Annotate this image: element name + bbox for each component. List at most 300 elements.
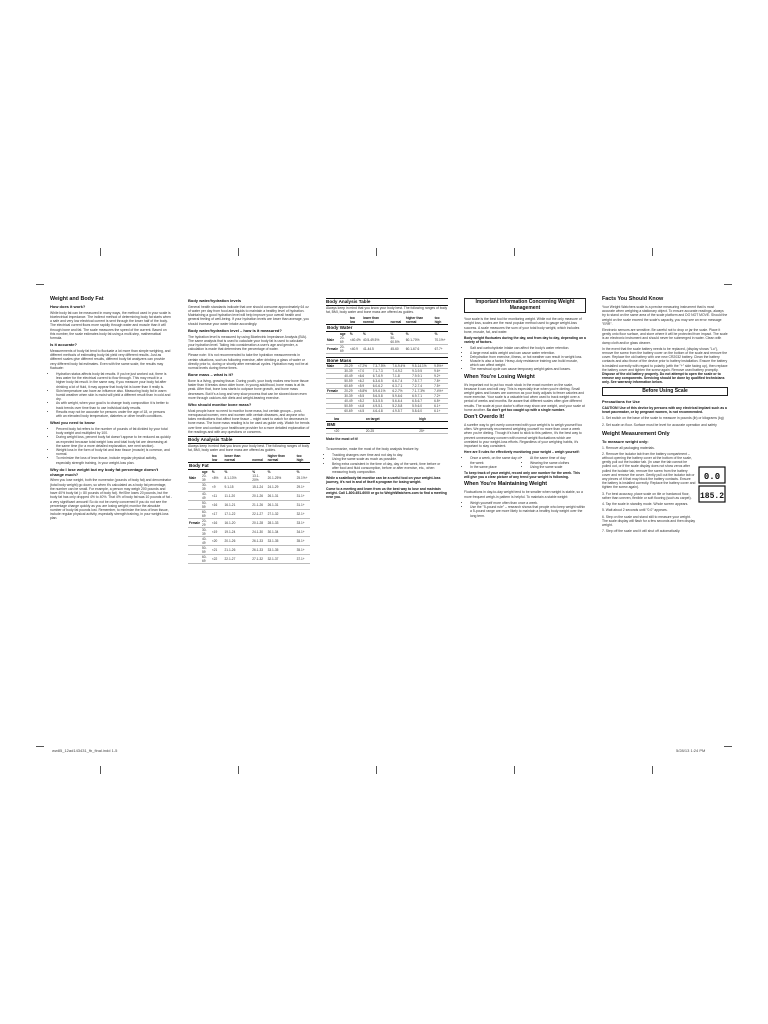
table-cell: 31.1+ (296, 500, 310, 509)
list-item: 1. Set switch on the base of the scale to measure in pounds (lb) or kilograms (kg) (602, 416, 724, 421)
table-cell: 7.1-7.3% (411, 389, 433, 394)
table-intro: Always keep in mind that you know your body best. The following ranges of body fat, BMI, body water and bone mass are offered as guides. (188, 443, 310, 452)
table-cell: 4.6-4.8 (372, 409, 392, 414)
column-facts (602, 296, 728, 535)
table-cell: 20-39 (201, 474, 211, 483)
column-weight-body-fat (50, 296, 172, 523)
list-item: • To minimize the loss of lean tissue, include regular physical activity, especially strength training, in your weight-loss plan. (56, 456, 172, 464)
list-item: 1. Remove all packaging materials. (602, 445, 655, 450)
list-item: • Hydration status affects body fat results. If you've just worked out, there is less water for the electrical current to flow through. This may result in a higher body fat result. In the same way, if you measure your body fat after drinking a lot of fluid, it may appear that body fat is lower than it really is. (56, 372, 172, 389)
table-cell: 7.1-8 (391, 374, 411, 379)
table-cell: 7.9-9.1 (411, 374, 433, 379)
section-title: Weight and Body Fat (50, 296, 104, 302)
paragraph: Bone is a living, growing tissue. During youth, your body makes new bone tissue faster than it breaks down older bone. In young adulthood, bone mass is at its peak. After that, bone loss starts to outpace bone growth, and bone mass decreases. But it's a long and very slow process that can be slowed down even more through calcium-rich diets and weight-bearing exercise. (188, 379, 309, 400)
list-item: • Being extra consistent in the time of day, day of the week, time before or after food and fluid consumption, before or after exercise, etc., when measuring body composition. (332, 462, 448, 475)
subheading: Precautions for Use (602, 399, 640, 405)
table-cell: 6.3-7.1 (391, 384, 411, 389)
list-item: • Weigh yourself more often than once a week. (470, 501, 586, 505)
column-subheader: % (224, 469, 228, 474)
table-row (188, 491, 310, 500)
paragraph: While body fat can be measured in many ways, the method used in your scale is bioelectrical impedance. The indirect method of determining body fat starts when a safe and very low electrical current is sent through the lower half of the body. The electrical current flows more rapidly through water and muscle than it will through bone and fat. The scale measures the speed of the current. Based on this number, the scale estimates body fat using a multi-step, mathematical formula. (50, 310, 171, 341)
table-cell: 27.1-32 (267, 509, 296, 518)
section-title: Weight Measurement Only (602, 430, 670, 437)
table-cell: 7.2+ (433, 394, 448, 399)
table-cell: 30-39 (343, 369, 357, 374)
subheading: Who should monitor bone mass? (188, 402, 252, 408)
table-cell: 6.6-7.4 (391, 379, 411, 384)
table-cell: 20.1-26 (224, 536, 252, 545)
table-cell: 35.1+ (296, 536, 310, 545)
table-cell: 26.1-33 (251, 545, 266, 554)
paragraph: Electronic sensors are sensitive. Be careful not to drop or jar the scale. Place it gently onto floor surface, and store where it will be protected from impact. The scale is an electronic instrument and should never be submerged in water. Clean with damp cloth and/or glass cleaner. (602, 328, 728, 345)
table-cell: 5.6-6.4 (391, 399, 411, 404)
column-header: higher than normal (267, 454, 285, 463)
column-header: on target (365, 417, 380, 422)
table-cell: <20 (333, 428, 358, 433)
body-fat-table (188, 454, 310, 564)
row-label: Male (326, 336, 339, 345)
table-cell: 7.8+ (433, 379, 448, 384)
table-cell: <5.5 (357, 394, 372, 399)
column-subheader: age (202, 469, 208, 474)
table-row (326, 344, 448, 353)
table-cell: <20 (211, 536, 224, 545)
bullet-list (326, 453, 448, 474)
table-cell: 34.1+ (296, 527, 310, 536)
column-header: normal (252, 458, 263, 463)
table-cell: 25+ (418, 428, 448, 433)
crop-mark (376, 766, 377, 774)
table-cell: 22.1-27 (224, 554, 252, 563)
table-cell: 8.1-13% (224, 474, 252, 483)
list-item: • During weight loss, percent body fat doesn't appear to be reduced as quickly as expected because total weight loss and total body fat are decreasing at the same time (for a more detailed explanation, see next section). (56, 435, 172, 448)
table-cell: 9.6+ (433, 369, 448, 374)
column-header: higher than normal (405, 316, 424, 324)
table-cell: 21.1-26 (251, 500, 266, 509)
table-cell: 5.6-5.8 (372, 394, 392, 399)
table-cell: 25.1%+ (296, 474, 310, 483)
row-label: Female (188, 518, 201, 527)
table-cell: 32.1+ (296, 509, 310, 518)
table-cell: 40-49 (343, 399, 357, 404)
bone-mass-table (326, 357, 448, 415)
table-cell: <11 (211, 491, 224, 500)
section-title: Don't Overdo It! (464, 414, 505, 421)
table-cell: 5.2-5.8 (391, 404, 411, 409)
table-cell: 16.1-20 (224, 518, 252, 527)
bullet-list (50, 427, 172, 465)
table-cell: <22 (211, 554, 224, 563)
table-cell: 28.1-33 (267, 518, 296, 527)
table-cell: 5.9-6.1% (372, 389, 392, 394)
table-cell: 15.1-24 (251, 482, 266, 491)
column-subheader: age (340, 331, 346, 336)
table-cell: 22.1-27 (251, 509, 266, 518)
table-body (326, 336, 448, 354)
paragraph (464, 383, 586, 412)
table-cell: 26.1-31 (267, 491, 296, 500)
table-cell: 31.1+ (296, 491, 310, 500)
table-cell: 19.1-24 (224, 527, 252, 536)
list-item: 2. Remove the isolator tab from the battery compartment – without opening the battery cover at the bottom of the scale, gently pull out the isolator tab. (In case the tab cannot be pulled out, or if the scale display does not show zeros after pulled the isolator tab, remove the screw from the battery cover and remove the cover. Gently pull out the isolator tab or any pieces of it that may block the battery contacts. Ensure the battery is installed correctly. Replace the battery cover and tighten the screw again). (602, 451, 696, 490)
subheading: What you need to know (50, 420, 95, 426)
emphasis: So don't get too caught up with a single number. (486, 407, 565, 412)
row-label: Male (326, 364, 343, 369)
table-cell: <7.0 (357, 369, 372, 374)
table-title: Body Analysis Table (188, 436, 310, 444)
column-header: low (333, 417, 340, 422)
table-cell: 20-29 (201, 518, 211, 527)
table-note: Make the most of it! (326, 436, 358, 441)
table-cell: <4.5 (357, 409, 372, 414)
table-row (188, 536, 310, 545)
list-item: 2. Set scale on floor. Surface must be level for accurate operation and safety (602, 422, 717, 427)
table-cell: 5.8-6.0 (411, 409, 433, 414)
table-section-title: Body Fat (188, 463, 310, 470)
table-cell: 7.6-9.4% (391, 364, 411, 369)
table-cell: 17.1-22 (224, 509, 252, 518)
table-cell: 7.1-7.3 (372, 369, 392, 374)
crop-mark (376, 248, 377, 256)
table-cell: 40.5-49.5% (362, 336, 390, 345)
column-header: too high (296, 454, 304, 463)
table-cell: 37.1+ (296, 554, 310, 563)
section-title: Facts You Should Know (602, 296, 664, 302)
row-label (188, 545, 201, 554)
table-cell: 9.1-15 (224, 482, 252, 491)
list-item: 3. For best accuracy, place scale on tile or hardwood floor, rather than uneven, flexible or soft flooring (such as carpet). (602, 491, 692, 500)
emphasis: Dispose of the old battery properly. Do not attempt to open the scale or to remove any components. Servicing should be done by qualified technicians only. See warranty information below. (602, 372, 725, 385)
list-item: • Using the same scale as much as possible. (332, 457, 448, 461)
paragraph-text: It's important not to put too much stock in the exact number on the scale, because it can and will vary. This is especially true when you're dieting. Small weight gains and losses are common as your body adjusts to fewer calories and more exercise. Your scale is a valuable tool when used to track weight over a period of weeks and months. Be aware that different scales often give different results. The scale at your doctor's office may show one weight, and your scale at home another. (464, 382, 585, 412)
table-cell: 7.5+ (433, 384, 448, 389)
list-item: • Results may not be accurate for persons under the age of 18, or persons with an elevated body temperature, diabetes or other health conditions. (56, 410, 172, 418)
caution-text: CAUTION! Use of this device by persons with any electrical implant such as a heart pacemaker, or by pregnant women, is not recommended. (602, 406, 727, 415)
table-cell: 24.1-30 (251, 527, 266, 536)
table-cell: <4.8 (357, 404, 372, 409)
table-cell: 20-25 (365, 428, 418, 433)
table-cell: <21 (211, 545, 224, 554)
row-label (188, 527, 201, 536)
column-subheader: % (405, 331, 409, 336)
table-cell: 9.2+ (433, 374, 448, 379)
column-header: too low (349, 316, 356, 324)
table-cell: 60.1-67.6 (405, 344, 434, 353)
crop-mark (238, 766, 239, 774)
column-subheader: % (211, 469, 215, 474)
table-cell: 29.1+ (296, 482, 310, 491)
table-row (326, 428, 448, 433)
subheading: How does it work? (50, 304, 86, 309)
table-cell: 11.1-20 (224, 491, 252, 500)
table-cell: 20.1-25% (267, 474, 296, 483)
subheading: Body water/hydration levels (188, 298, 242, 303)
subheading: To measure weight only: (602, 438, 649, 444)
row-label (326, 409, 343, 414)
paragraph: Fluctuations in day-to-day weight tend to be smaller when weight is stable, so a more frequent weigh-in pattern is helpful. To maintain a stable weight: (464, 490, 583, 499)
weight-steps (602, 440, 728, 533)
crop-mark (100, 766, 101, 774)
table-cell: 5.9-6.0 (411, 404, 433, 409)
table-cell: 40-49 (201, 491, 211, 500)
table-row (188, 509, 310, 518)
list-item: • The menstrual cycle can cause temporary weight gains and losses. (470, 367, 586, 371)
crop-mark (514, 248, 515, 256)
table-row (188, 545, 310, 554)
table-cell: 9.5%+ (433, 364, 448, 369)
print-date: 5/28/13 1:24 PM (676, 748, 706, 753)
row-label (188, 554, 201, 563)
table-row (326, 336, 448, 345)
table-cell: 30-39 (343, 394, 357, 399)
table-body (326, 364, 448, 414)
table-cell: 60-69 (343, 409, 357, 414)
list-item: 5. Wait about 2 seconds until "0.0" appears. (602, 508, 668, 513)
list-item: • Muscle is also a factor. Heavy-duty resistance training can build muscle, which can affect weight. (470, 359, 586, 367)
table-cell: 60-69 (343, 384, 357, 389)
table-cell: 5.3-5.5 (372, 399, 392, 404)
table-cell (326, 428, 333, 433)
table-cell: 7.2-7.4 (411, 384, 433, 389)
table-cell: 20-69 (339, 336, 349, 345)
table-row (326, 409, 448, 414)
list-item: 7. Step off the scale and it will shut off automatically. (602, 529, 681, 534)
table-section-title: Body Water (326, 325, 448, 332)
column-header (188, 454, 201, 463)
section-banner: Important Information Concerning Weight Management (464, 298, 586, 313)
column-header (201, 454, 211, 463)
column-body-analysis (326, 296, 448, 501)
table-cell: 7.4%+ (433, 389, 448, 394)
table-cell: 33.1-35 (267, 536, 296, 545)
table-cell: 33.1+ (296, 518, 310, 527)
crop-mark (724, 284, 732, 285)
table-cell: 26.1-33 (251, 536, 266, 545)
section-banner: Before Using Scale (602, 387, 728, 397)
table-cell: 20-69 (339, 344, 349, 353)
subheading: Body water/hydration level – how is it measured? (188, 327, 282, 333)
list-item: • At the same time of day (530, 456, 586, 460)
paragraph: Here are 5 rules for effectively monitoring your weight – weigh yourself: (464, 450, 580, 455)
list-item: • Salt and carbohydrate intake can affect the body's water retention. (470, 346, 586, 350)
table-cell: <17 (211, 509, 224, 518)
table-row (188, 482, 310, 491)
table-cell: 16.1-21 (224, 500, 252, 509)
column-header: too high (434, 316, 442, 324)
table-cell: 60-69 (201, 509, 211, 518)
row-label: Female (326, 344, 339, 353)
subheading: Bone mass – what is it? (188, 372, 234, 378)
table-cell: 60.1-70% (405, 336, 434, 345)
table-header-row (188, 454, 310, 463)
table-cell: 6.1+ (433, 409, 448, 414)
table-cell: 26.1-31 (267, 500, 296, 509)
bullet-list (50, 372, 172, 418)
table-cell: <6.2 (357, 379, 372, 384)
list-item: • As with weight, when your goal is to change body composition it is better to track trends over time than to use individual daily results. (56, 401, 172, 409)
list-item: • Dehydration from exercise, illness, or hot weather can result in weight loss. (470, 355, 586, 359)
table-cell: 67.7+ (434, 344, 448, 353)
row-label (188, 491, 201, 500)
column-header: too low (211, 454, 218, 463)
table-cell: <9 (211, 482, 224, 491)
crop-mark (514, 766, 515, 774)
column-weight-management (464, 296, 586, 520)
table-cell: <40.9 (349, 344, 362, 353)
table-cell: <7.2% (357, 364, 372, 369)
table-cell: 60-69 (201, 554, 211, 563)
table-cell: <8% (211, 474, 224, 483)
table-cell: <6.6 (357, 374, 372, 379)
table-title: Body Analysis Table (326, 298, 448, 306)
print-slug: ww85_12ad143431_fb_final.indd 1-5 (52, 748, 118, 753)
table-header-row (326, 316, 448, 325)
table-cell: 9.3-9.5 (411, 369, 433, 374)
row-label (188, 509, 201, 518)
column-header (326, 316, 339, 325)
paragraph: Please note: It is not recommended to take the hydration measurements in certain situations, such as following exercise, after drinking a glass of water or directly prior to, during or shortly after menstrual cycles. Hydration may not be at normal levels during these times. (188, 353, 309, 371)
table-cell: 7.4-9.2 (391, 369, 411, 374)
column-header: high (419, 417, 426, 422)
table-cell: 7.3-7.5% (372, 364, 392, 369)
paragraph: To keep track of your weight, record only one number for the week. This will give you a clear picture of any trend your weight is following. (464, 471, 580, 480)
paragraph: Your scale is the best tool for monitoring weight. While not the only measure of weight loss, scales are the most popular method used to gauge weight-loss success. A scale measures the sum of your total body weight, which includes bone, muscle, fat, and water. (464, 317, 582, 334)
table-cell: 50-59 (343, 404, 357, 409)
list-item: 6. Step on the scale and stand still to measure your weight. The scale display will flash for a few seconds and then display weight. (602, 514, 696, 527)
table-cell: 6.9-7.1 (411, 394, 433, 399)
document-sheet (50, 296, 730, 736)
table-cell: 32.1-37 (267, 554, 296, 563)
list-item: • Skin temperature can have an influence also. Measuring body fat in warm humid weather when skin is moist will yield a different result than in cold and dry. (56, 389, 172, 402)
paragraph (602, 347, 728, 385)
paragraph: General health standards indicate that one should consume approximately 64 oz of water per day from food and liquids to maintain a healthy level of hydration. Maintaining a good hydration level will help improve your overall health and general feeling of well-being. If your hydration levels are lower than average, you should increase your water intake accordingly. (188, 304, 310, 326)
list-item: • A large meal adds weight and can cause water retention. (470, 351, 586, 355)
column-subheader: % (362, 331, 366, 336)
paragraph: Most people have no need to monitor bone mass, but certain groups – post-menopausal women, men and women with certain diseases, and anyone who takes medications that affect bone tissue – might want to watch for decreases in bone mass. The bone mass reading is to be used as guide only. Watch for trends over time and contact your healthcare provider for a more detailed explanation of the readings and with any questions or concerns. (188, 408, 310, 434)
row-label (188, 536, 201, 545)
crop-mark (36, 746, 44, 747)
list-item: • In the same place (470, 465, 526, 469)
row-label: Male (188, 474, 201, 483)
subheading: Why do I lose weight but my body fat percentage doesn't change much? (50, 466, 159, 477)
paragraph: Your Weight Watchers scale is a precise measuring instrument that is most accurate when weighing a stationary object. To ensure accurate readings, always try to stand on the same area of the scale platform and DO NOT MOVE. Should the weight on the scale exceed the scale's capacity, you may see an error message "ERR". (602, 305, 728, 326)
crop-mark (652, 248, 653, 256)
paragraph: Measurements of body fat tend to fluctuate a lot more than simple weighing, and different methods of estimating body fat yield very different results. Just as different scales give different results, different body fat analyzers can provide very different body fat estimates. Even with the same scale, the results may fluctuate: (50, 349, 171, 370)
table-intro: Always keep in mind that you know your body best. The following ranges of body fat, BMI, body water and bone mass are offered as guides. (326, 305, 448, 314)
call-to-action: Come to a meeting and learn from us the best way to lose and maintain weight. Call 1-800-651-6000 or go to WeightWatchers.com to find a meeting near you. (326, 486, 447, 500)
table-cell: 50-59 (343, 379, 357, 384)
list-item: 4. Tap the scale in standby mode. Whole screen appears. (602, 502, 689, 507)
table-cell: 20-29 (343, 364, 357, 369)
table-cell: 13.1-20% (251, 474, 266, 483)
table-row (188, 527, 310, 536)
table-cell: 45-60 (389, 344, 404, 353)
table-cell: 6.1+ (433, 404, 448, 409)
crop-mark (652, 766, 653, 774)
bmi-table (326, 417, 448, 434)
row-label (188, 500, 201, 509)
table-cell: 9.5-14.1% (411, 364, 433, 369)
table-cell: 6.2-7% (391, 389, 411, 394)
section-title: When You're Maintaining Weight (464, 481, 548, 488)
table-cell: 6.8+ (433, 399, 448, 404)
bullet-list (464, 346, 586, 371)
table-cell: 30-39 (201, 527, 211, 536)
table-cell: 6.7-6.9 (372, 374, 392, 379)
column-header: normal (390, 320, 402, 324)
column-subheader: % (267, 469, 271, 474)
table-cell: <16 (211, 518, 224, 527)
bullet-list (464, 501, 586, 518)
table-cell: 50-59 (201, 545, 211, 554)
crop-mark (238, 248, 239, 256)
column-subheader: % (252, 469, 256, 474)
display-weight-text: 185.2 (699, 491, 725, 501)
list-item: • Wearing the same clothes (530, 461, 586, 465)
crop-mark (36, 284, 44, 285)
list-item: • Percent body fat refers to the number of pounds of fat divided by your total body weight and multiplied by 100. (56, 427, 172, 435)
table-cell: 50-59 (201, 500, 211, 509)
paragraph: A surefire way to get overly concerned with your weight is to weigh yourself too often. We generally recommend weighing yourself no more than once a week when you're dieting. Though it's hard to stick to this pattern, it's the best way to prevent unnecessary concern with normal weight fluctuations which are unrelated to your weight-loss efforts. Regardless of your weighing habits, it's important to stay consistent. (464, 423, 583, 449)
row-label: Female (326, 389, 343, 394)
table-row (188, 474, 310, 483)
column-header: lower than normal (224, 454, 241, 463)
column-header (339, 316, 349, 325)
table-cell: 7.5-7.7 (411, 379, 433, 384)
table-cell: 40-49 (343, 374, 357, 379)
table-cell: 4.9-5.7 (391, 409, 411, 414)
table-cell: 20.1-28 (251, 518, 266, 527)
table-cell: <5.9 (357, 384, 372, 389)
paragraph: To summarize, make the most of the body analysis feature by: (326, 446, 420, 451)
row-label (188, 482, 201, 491)
list-item: • Using the same scale (530, 465, 586, 469)
paragraph: Body weight fluctuates during the day, and from day to day, depending on a variety of factors. (464, 336, 586, 345)
crop-mark (724, 746, 732, 747)
table-cell: 50-60.5% (389, 336, 404, 345)
column-subheader: % (296, 469, 300, 474)
table-cell: 33.1-35 (267, 545, 296, 554)
table-cell: 40-49 (201, 536, 211, 545)
table-row (188, 518, 310, 527)
table-cell: <19 (211, 527, 224, 536)
table-cell: 30-39 (201, 482, 211, 491)
table-cell: 27.1-32 (251, 554, 266, 563)
table-body (188, 474, 310, 564)
table-cell (358, 428, 365, 433)
table-row (188, 554, 310, 563)
table-cell: 20-29 (343, 389, 357, 394)
table-cell: <40.4% (349, 336, 362, 345)
table-cell: 6.0-6.2 (372, 384, 392, 389)
table-cell: 6.5-6.7 (411, 399, 433, 404)
display-zero-text: 0.0 (703, 471, 721, 482)
table-cell: 30.1-34 (267, 527, 296, 536)
subheading: Is it accurate? (50, 342, 77, 348)
crop-mark (100, 248, 101, 256)
table-cell: <5.8% (357, 389, 372, 394)
table-section-title: BMI (326, 422, 448, 429)
table-cell: 20.1-26 (251, 491, 266, 500)
list-item: • Use the "5-pound rule" – research shows that people who keep weight within a 5-pound range are more likely to maintain a healthy body weight over the long term. (470, 505, 586, 518)
list-item: • Tracking changes over time and not day to day. (332, 453, 448, 457)
table-row (188, 500, 310, 509)
table-cell: 24.1-29 (267, 482, 296, 491)
table-cell: <5.2 (357, 399, 372, 404)
table-cell: 70.1%+ (434, 336, 448, 345)
paragraph-text: In the event that the scale battery needs to be replaced, (display shows "Lo"), remove the screw from the battery cover on the bottom of the scale and remove the cover. Replace the old battery with one new CR2032 battery. Clean the battery contacts and also those of the device prior to battery installation. Ensure the battery is installed correctly with regard to polarity (with the "+" side facing up), then replace the battery cover and tighten the screw again. Remove used battery promptly. (602, 346, 728, 372)
table-cell: 4.9-5.1 (372, 404, 392, 409)
